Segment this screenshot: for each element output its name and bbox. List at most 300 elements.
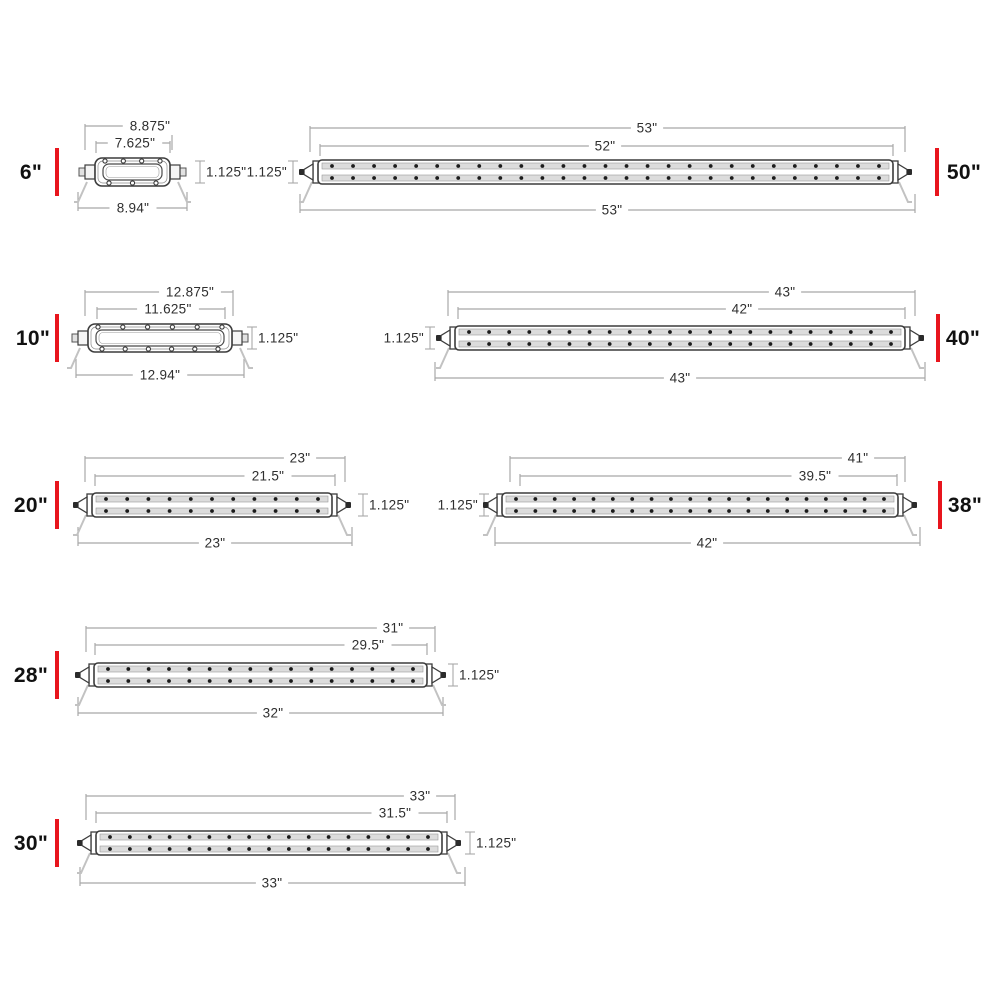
end-cone-left [80, 667, 89, 683]
led-bolt [669, 497, 673, 501]
led-bolt [814, 176, 818, 180]
dim-bottom-label: 33" [261, 875, 283, 891]
led-bolt [207, 835, 211, 839]
dim-top-inner [458, 300, 905, 319]
led-bolt [562, 176, 566, 180]
dim-top-inner-label: 29.5" [351, 637, 385, 653]
dim-top-inner [95, 467, 335, 486]
led-bolt [824, 509, 828, 513]
led-bolt [540, 176, 544, 180]
led-bolt [467, 330, 471, 334]
lightbar-6in [20, 117, 247, 217]
led-bolt [688, 509, 692, 513]
led-bolt [625, 164, 629, 168]
led-bolt [498, 164, 502, 168]
screw [107, 181, 111, 185]
led-bolt [456, 164, 460, 168]
end-cone-left [82, 835, 91, 851]
led-bolt [207, 847, 211, 851]
end-tip-left [299, 169, 304, 175]
mount-foot-left [73, 515, 86, 535]
dim-height [438, 494, 489, 516]
led-bolt [650, 497, 654, 501]
led-bolt [267, 847, 271, 851]
led-bolt [287, 847, 291, 851]
end-tip-right [907, 169, 912, 175]
led-bolt [572, 497, 576, 501]
led-bolt [316, 509, 320, 513]
led-bolt [727, 509, 731, 513]
led-bolt [330, 164, 334, 168]
dim-top-inner-label: 21.5" [251, 468, 285, 484]
screw [130, 181, 134, 185]
led-bolt [547, 330, 551, 334]
led-bolt [189, 509, 193, 513]
led-bolt [630, 509, 634, 513]
led-bolt [104, 497, 108, 501]
led-bolt [406, 847, 410, 851]
dim-top-outer-label: 12.875" [165, 284, 215, 300]
dim-top-inner-label: 39.5" [798, 468, 832, 484]
led-bolt [727, 497, 731, 501]
led-bolt [568, 342, 572, 346]
size-label: 38" [947, 494, 983, 517]
led-bolt [228, 679, 232, 683]
led-bolt [650, 509, 654, 513]
lightbar-10in [16, 283, 299, 384]
led-bolt [147, 509, 151, 513]
led-bolt [667, 176, 671, 180]
size-label: 10" [15, 327, 51, 350]
end-tip-right [912, 502, 917, 508]
led-bolt [309, 667, 313, 671]
led-bolt [498, 176, 502, 180]
led-bolt [519, 176, 523, 180]
dim-bottom [495, 527, 920, 552]
led-bolt [572, 509, 576, 513]
screw [96, 325, 100, 329]
dim-top-outer-label: 8.875" [129, 118, 171, 134]
led-bolt [289, 679, 293, 683]
lightbar-20in [14, 449, 410, 552]
size-label: 30" [13, 832, 49, 855]
screw [121, 325, 125, 329]
screw [146, 347, 150, 351]
led-bolt [188, 835, 192, 839]
led-bolt [248, 679, 252, 683]
led-bolt [882, 497, 886, 501]
led-bolt [347, 847, 351, 851]
dim-height-label: 1.125" [459, 667, 500, 683]
led-bolt [351, 164, 355, 168]
led-bolt [507, 342, 511, 346]
led-bolt [793, 176, 797, 180]
mount-foot-left [436, 348, 449, 368]
end-tip-right [919, 335, 924, 341]
led-bolt [426, 847, 430, 851]
led-bolt [527, 342, 531, 346]
dim-top-inner [96, 804, 447, 823]
led-bolt [514, 509, 518, 513]
rail-bottom [459, 341, 901, 347]
dim-bottom-label: 23" [204, 535, 226, 551]
mount-foot-right [911, 348, 924, 368]
led-bolt [350, 667, 354, 671]
led-bolt [688, 176, 692, 180]
led-bolt [648, 342, 652, 346]
led-bolt [869, 330, 873, 334]
led-bolt [372, 164, 376, 168]
led-bolt [877, 164, 881, 168]
led-bolt [785, 497, 789, 501]
end-connector-nub-left [72, 334, 78, 342]
size-label: 6" [19, 161, 43, 184]
size-label: 20" [13, 494, 49, 517]
dim-height-label: 1.125" [383, 330, 424, 346]
dim-bottom [78, 697, 443, 722]
led-bolt [849, 330, 853, 334]
led-bolt [366, 847, 370, 851]
led-bolt [208, 667, 212, 671]
screw [103, 159, 107, 163]
led-bolt [327, 847, 331, 851]
end-cone-right [432, 667, 441, 683]
dim-top-inner-label: 42" [731, 301, 753, 317]
led-bolt [688, 330, 692, 334]
led-bolt [269, 679, 273, 683]
led-bolt [507, 330, 511, 334]
end-connector-nub-right [180, 168, 186, 176]
led-bolt [231, 509, 235, 513]
dim-height-label: 1.125" [258, 330, 299, 346]
led-bolt [519, 164, 523, 168]
led-bolt [167, 667, 171, 671]
led-bolt [514, 497, 518, 501]
led-bolt [350, 679, 354, 683]
led-bolt [805, 509, 809, 513]
led-bolt [467, 342, 471, 346]
led-bolt [391, 679, 395, 683]
led-bolt [608, 342, 612, 346]
led-bolt [728, 342, 732, 346]
led-bolt [426, 835, 430, 839]
led-bolt [487, 330, 491, 334]
led-bolt [435, 176, 439, 180]
led-bolt [751, 164, 755, 168]
end-cone-left [441, 330, 450, 346]
rail-top [98, 666, 423, 672]
screw [154, 181, 158, 185]
led-bolt [487, 342, 491, 346]
screw [140, 159, 144, 163]
led-bolt [330, 667, 334, 671]
led-bolt [793, 164, 797, 168]
dim-height-label: 1.125" [246, 164, 287, 180]
dim-top-inner-label: 11.625" [144, 301, 192, 317]
led-bolt [829, 330, 833, 334]
led-bolt [608, 330, 612, 334]
led-bolt [772, 164, 776, 168]
dim-bottom-label: 8.94" [116, 200, 150, 216]
led-bolt [849, 342, 853, 346]
led-bolt [228, 667, 232, 671]
dim-top-outer-label: 33" [409, 788, 431, 804]
led-bolt [669, 509, 673, 513]
led-bolt [789, 342, 793, 346]
led-bolt [168, 847, 172, 851]
size-accent-bar [935, 148, 939, 196]
led-bolt [730, 164, 734, 168]
led-bolt [247, 847, 251, 851]
mount-foot-left [483, 515, 496, 535]
end-connector-nub-left [79, 168, 85, 176]
led-bolt [843, 509, 847, 513]
dim-bottom-label: 43" [669, 370, 691, 386]
dim-bottom-label: 53" [601, 202, 623, 218]
led-bolt [604, 164, 608, 168]
led-bolt [189, 497, 193, 501]
screw [170, 347, 174, 351]
mount-foot-right [433, 685, 446, 705]
led-bolt [391, 667, 395, 671]
lightbar-30in [14, 787, 517, 892]
led-bolt [667, 164, 671, 168]
end-cone-right [337, 497, 346, 513]
led-bolt [414, 176, 418, 180]
led-bolt [747, 509, 751, 513]
size-accent-bar [938, 481, 942, 529]
led-bolt [668, 342, 672, 346]
led-bolt [769, 330, 773, 334]
dim-top-inner [95, 636, 427, 655]
lightbar-38in [438, 449, 983, 552]
led-bolt [588, 330, 592, 334]
led-bolt [604, 176, 608, 180]
led-bolt [856, 176, 860, 180]
led-bolt [533, 509, 537, 513]
led-bolt [583, 176, 587, 180]
end-connector-left [85, 165, 95, 179]
led-bolt [540, 164, 544, 168]
screw [193, 347, 197, 351]
led-bolt [592, 509, 596, 513]
dim-height-label: 1.125" [437, 497, 478, 513]
dim-top-inner [520, 467, 897, 486]
mount-foot-left [75, 685, 88, 705]
end-tip-left [77, 840, 82, 846]
led-bolt [295, 497, 299, 501]
led-bolt [814, 164, 818, 168]
dim-top-inner-label: 7.625" [114, 135, 156, 151]
led-bolt [370, 679, 374, 683]
size-label: 50" [946, 161, 982, 184]
led-bolt [351, 176, 355, 180]
led-bolt [583, 164, 587, 168]
led-bolt [274, 497, 278, 501]
dim-top-outer-label: 53" [636, 120, 658, 136]
led-bolt [869, 342, 873, 346]
led-bolt [889, 330, 893, 334]
led-bolt [330, 679, 334, 683]
led-bolt [772, 176, 776, 180]
end-cone-right [447, 835, 456, 851]
dim-bottom [435, 362, 925, 387]
mount-foot-right [338, 515, 351, 535]
dim-height-label: 1.125" [476, 835, 517, 851]
led-bolt [231, 497, 235, 501]
led-bolt [269, 667, 273, 671]
dim-top-outer [85, 449, 345, 482]
led-bolt [347, 835, 351, 839]
end-tip-left [75, 672, 80, 678]
led-bolt [307, 835, 311, 839]
led-bolt [863, 497, 867, 501]
end-connector-right [232, 331, 242, 345]
led-bolt [766, 509, 770, 513]
led-bolt [210, 497, 214, 501]
led-bolt [747, 497, 751, 501]
led-bolt [789, 330, 793, 334]
led-bolt [187, 679, 191, 683]
led-bolt [370, 667, 374, 671]
dim-bottom [78, 527, 352, 552]
screw [123, 347, 127, 351]
led-bolt [125, 509, 129, 513]
dim-height [247, 327, 298, 349]
size-accent-bar [55, 481, 59, 529]
dim-bottom-label: 32" [262, 705, 284, 721]
led-bolt [188, 847, 192, 851]
led-bolt [863, 509, 867, 513]
size-label: 28" [13, 664, 49, 687]
led-bolt [210, 509, 214, 513]
size-accent-bar [55, 314, 59, 362]
led-bolt [824, 497, 828, 501]
led-bolt [648, 330, 652, 334]
led-bolt [227, 835, 231, 839]
end-cone-right [903, 497, 912, 513]
mount-foot-left [299, 182, 312, 202]
led-bolt [708, 509, 712, 513]
led-bolt [274, 509, 278, 513]
led-bolt [708, 342, 712, 346]
led-bolt [547, 342, 551, 346]
led-bolt [748, 342, 752, 346]
lightbar-40in [384, 283, 981, 387]
led-bolt [533, 497, 537, 501]
led-bolt [106, 667, 110, 671]
lightbar-28in [14, 619, 500, 722]
dim-bottom [76, 359, 244, 384]
dim-bottom-label: 12.94" [139, 367, 181, 383]
mount-foot-right [448, 853, 461, 873]
led-bolt [393, 164, 397, 168]
led-bolt [147, 667, 151, 671]
led-bolt [227, 847, 231, 851]
led-bolt [411, 667, 415, 671]
led-bolt [248, 667, 252, 671]
led-bolt [187, 667, 191, 671]
end-tip-left [73, 502, 78, 508]
screw [195, 325, 199, 329]
end-tip-right [346, 502, 351, 508]
led-bolt [477, 164, 481, 168]
end-tip-right [441, 672, 446, 678]
led-bolt [477, 176, 481, 180]
mount-foot-right [178, 182, 191, 202]
end-tip-right [456, 840, 461, 846]
end-connector-right [170, 165, 180, 179]
dim-top-inner-label: 31.5" [378, 805, 412, 821]
led-bolt [309, 679, 313, 683]
dim-bottom [78, 192, 187, 217]
led-bolt [809, 330, 813, 334]
led-bolt [611, 509, 615, 513]
dim-bottom-label: 42" [696, 535, 718, 551]
led-bolt [688, 164, 692, 168]
dim-top-inner-label: 52" [594, 138, 616, 154]
led-bolt [769, 342, 773, 346]
led-bolt [835, 176, 839, 180]
dim-bottom [300, 194, 915, 219]
rail-bottom [98, 678, 423, 684]
led-bolt [128, 835, 132, 839]
led-bolt [646, 164, 650, 168]
dim-top-outer-label: 41" [847, 450, 869, 466]
dim-top-outer-label: 43" [774, 284, 796, 300]
led-bolt [568, 330, 572, 334]
led-bolt [330, 176, 334, 180]
dim-top-outer [510, 449, 905, 482]
led-bolt [611, 497, 615, 501]
size-accent-bar [55, 819, 59, 867]
led-bolt [108, 835, 112, 839]
mount-foot-left [67, 348, 80, 368]
led-bolt [829, 342, 833, 346]
rail-top [506, 496, 894, 502]
led-bolt [128, 847, 132, 851]
led-bolt [527, 330, 531, 334]
led-bolt [104, 509, 108, 513]
led-bolt [287, 835, 291, 839]
led-bolt [856, 164, 860, 168]
led-bolt [414, 164, 418, 168]
led-bolt [411, 679, 415, 683]
led-bolt [646, 176, 650, 180]
size-accent-bar [55, 651, 59, 699]
dim-height [384, 327, 435, 349]
dim-top-outer [448, 283, 915, 316]
led-bolt [628, 342, 632, 346]
end-tip-left [436, 335, 441, 341]
led-bolt [148, 835, 152, 839]
led-bolt [668, 330, 672, 334]
led-bolt [147, 497, 151, 501]
mount-foot-right [899, 182, 912, 202]
led-bolt [456, 176, 460, 180]
size-label: 40" [945, 327, 981, 350]
led-bolt [406, 835, 410, 839]
end-connector-nub-right [242, 334, 248, 342]
size-accent-bar [936, 314, 940, 362]
end-tip-left [483, 502, 488, 508]
led-bolt [588, 342, 592, 346]
mount-foot-right [904, 515, 917, 535]
led-bolt [562, 164, 566, 168]
led-bolt [167, 679, 171, 683]
dim-top-outer-label: 31" [382, 620, 404, 636]
led-bolt [877, 176, 881, 180]
